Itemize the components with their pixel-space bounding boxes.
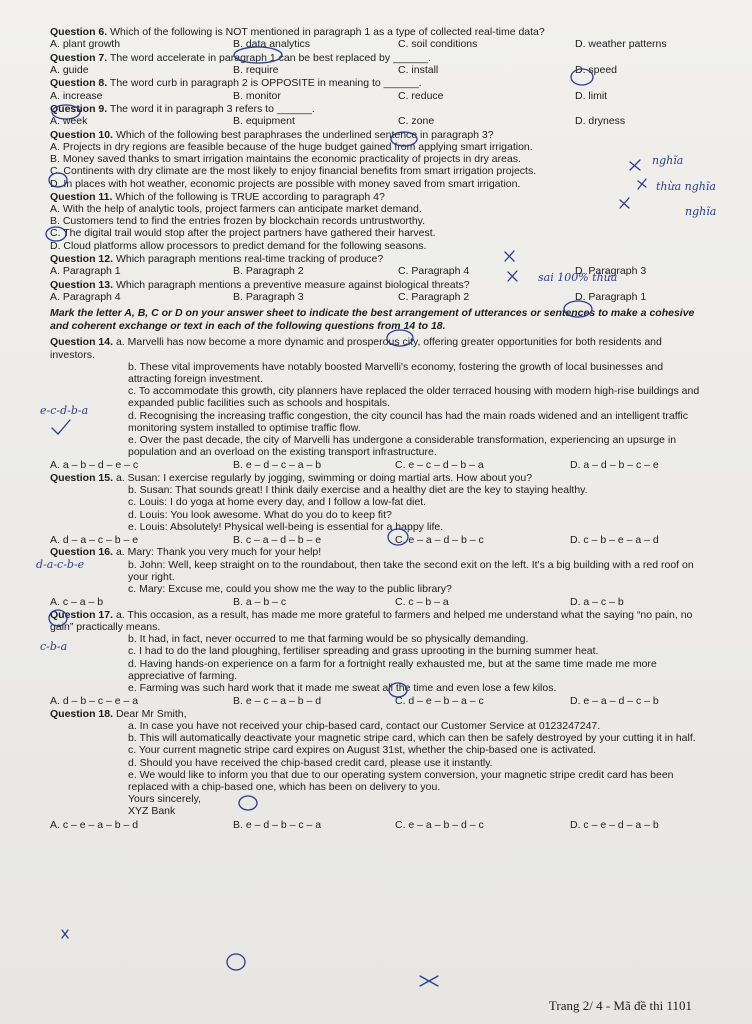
question-number: Question 18. [50, 707, 114, 720]
option-d: D. weather patterns [575, 38, 667, 51]
question-17 [50, 609, 700, 708]
margin-note: nghĩa [685, 205, 717, 218]
option-b: B. e – d – c – a – b [233, 459, 322, 472]
margin-note: d-a-c-b-e [36, 558, 85, 571]
question-12 [50, 253, 700, 278]
option-d: D. Paragraph 3 [575, 265, 647, 278]
question-number: Question 6. [50, 26, 108, 38]
option-b: B. c – a – d – b – e [233, 533, 322, 546]
question-number: Question 8. [50, 77, 108, 90]
item-a: a. Susan: I exercise regularly by jogging, swimming or doing martial arts. How about you? [115, 471, 533, 484]
option-a: A. a – b – d – e – c [50, 459, 139, 472]
option-c: C. e – c – d – b – a [395, 459, 484, 472]
option-d: D. dryness [575, 115, 626, 128]
question-14 [50, 336, 700, 472]
option-d: D. c – b – e – a – d [570, 533, 659, 546]
item-c: c. Your current magnetic stripe card expires on August 31st, whether the chip-based one is activated. [128, 744, 597, 757]
option-d: D. limit [575, 89, 608, 102]
item-c: c. Louis: I do yoga at home every day, and I follow a low-fat diet. [128, 496, 427, 509]
option-b: B. Paragraph 3 [233, 290, 304, 303]
item-d: d. Louis: You look awesome. What do you do to keep fit? [128, 508, 392, 521]
item-b: b. These vital improvements have notably boosted Marvelli's economy, fostering the growth of local businesses and attracting foreign investment. [128, 360, 664, 386]
question-number: Question 12. [50, 252, 114, 265]
item-e: e. We would like to inform you that due to our operating system conversion, your magnetic stripe credit card has been replaced with a chip-based one, which has been on delivery to you. [128, 768, 674, 793]
item-a: a. This occasion, as a result, has made me more grateful to farmers and helped me understand what the saying “no pain, no gain” practically means. [50, 608, 693, 633]
option-a: A. guide [50, 63, 89, 76]
option-a: A. increase [50, 89, 103, 102]
letter-salutation: Dear Mr Smith, [115, 707, 187, 720]
question-stem: Which of the following is NOT mentioned in paragraph 1 as a type of collected real-time data? [110, 26, 545, 38]
option-c: C. d – e – b – a – c [395, 695, 484, 708]
cross-mark-q18a [62, 930, 68, 938]
option-a: A. Paragraph 4 [50, 290, 121, 303]
item-b: b. Susan: That sounds great! I think daily exercise and a healthy diet are the key to staying healthy. [128, 484, 588, 497]
question-number: Question 15. [50, 471, 114, 484]
option-b: B. equipment [233, 115, 295, 128]
option-d: D. c – e – d – a – b [570, 818, 659, 831]
option-d: D. speed [575, 63, 618, 76]
option-a: A. plant growth [50, 38, 121, 51]
option-a: A. Projects in dry regions are feasible because of the huge budget gained from applying smart irrigation. [50, 141, 533, 154]
item-a: a. Mary: Thank you very much for your help! [115, 546, 322, 559]
option-a: A. d – a – c – b – e [50, 533, 139, 546]
margin-note: c-b-a [40, 640, 68, 653]
option-d: D. a – c – b [570, 596, 624, 609]
question-10 [50, 129, 700, 190]
item-e: e. Farming was such hard work that it made me sweat all the time and even lose a few kilos. [128, 682, 557, 695]
option-b: B. Paragraph 2 [233, 265, 304, 278]
question-stem: Which of the following best paraphrases the underlined sentence in paragraph 3? [115, 128, 494, 141]
question-number: Question 9. [50, 103, 108, 116]
option-c: C. soil conditions [398, 38, 478, 51]
option-a: A. With the help of analytic tools, project farmers can anticipate market demand. [50, 203, 422, 216]
option-a: A. week [50, 115, 88, 128]
item-e: e. Louis: Absolutely! Physical well-being is essential for a happy life. [128, 520, 444, 533]
margin-note: sai 100% thừa [538, 271, 618, 284]
question-number: Question 14. [50, 336, 114, 349]
item-c: c. Mary: Excuse me, could you show me the way to the public library? [128, 583, 452, 596]
option-c: C. Paragraph 4 [398, 265, 470, 278]
question-number: Question 7. [50, 51, 108, 64]
question-stem: Which paragraph mentions real-time tracking of produce? [115, 252, 384, 265]
option-b: B. Money saved thanks to smart irrigation maintains the economic practicality of projects in dry areas. [50, 153, 521, 166]
option-b: B. require [233, 63, 279, 76]
option-d: D. Paragraph 1 [575, 290, 647, 303]
question-number: Question 11. [50, 190, 113, 203]
margin-note: e-c-d-b-a [40, 404, 89, 417]
option-b: B. data analytics [233, 38, 311, 51]
option-d: D. In places with hot weather, economic projects are possible with money saved from smart irrigation. [50, 177, 521, 190]
option-b: B. a – b – c [233, 596, 287, 609]
margin-note: thừa nghĩa [656, 180, 716, 193]
item-a: a. In case you have not received your chip-based card, contact our Customer Service at 0123247247. [128, 719, 601, 732]
question-11 [50, 191, 700, 252]
option-c: C. Continents with dry climate are the most likely to enjoy financial benefits from smart irrigation projects. [50, 165, 537, 178]
page-footer: Trang 2/ 4 - Mã đề thi 1101 [548, 998, 692, 1013]
item-c: c. I had to do the land ploughing, fertiliser spreading and grass uprooting in the burning summer heat. [128, 645, 599, 658]
option-b: B. monitor [233, 89, 281, 102]
answer-circle-q18 [227, 954, 245, 970]
question-number: Question 17. [50, 608, 114, 621]
section-instruction: Mark the letter A, B, C or D on your answer sheet to indicate the best arrangement of utterances or sentences to make a cohesive and coherent exchange or text in each of the following questions from 14 to 18. [50, 307, 695, 332]
question-stem: The word accelerate in paragraph 1 can be best replaced by ______. [109, 51, 431, 64]
option-d: D. Cloud platforms allow processors to predict demand for the following seasons. [50, 239, 427, 252]
letter-closing: Yours sincerely, [128, 793, 201, 806]
item-e: e. Over the past decade, the city of Marvelli has undergone a considerable transformation, experiencing an upsurge in population and an overload on the existing transport infrastructure. [128, 434, 677, 459]
question-6 [50, 26, 700, 51]
option-c: C. The digital trail would stop after the project partners have gathered their harvest. [50, 227, 436, 240]
option-a: A. c – e – a – b – d [50, 818, 139, 831]
question-stem: The word curb in paragraph 2 is OPPOSITE in meaning to ______. [109, 77, 422, 90]
option-a: A. Paragraph 1 [50, 265, 121, 278]
letter-signature: XYZ Bank [128, 805, 176, 818]
question-number: Question 10. [50, 128, 114, 141]
question-8 [50, 77, 700, 102]
question-7 [50, 52, 700, 77]
question-number: Question 16. [50, 546, 114, 559]
option-d: D. a – d – b – c – e [570, 459, 659, 472]
question-stem: Which of the following is TRUE according to paragraph 4? [115, 190, 385, 203]
item-b: b. This will automatically deactivate your magnetic stripe card, which can then be safely destroyed by your cutting it in half. [128, 732, 696, 745]
question-stem: Which paragraph mentions a preventive measure against biological threats? [115, 278, 470, 291]
question-stem: The word it in paragraph 3 refers to ______. [109, 103, 315, 116]
cross-mark-q18c [420, 976, 438, 986]
option-a: A. c – a – b [50, 596, 104, 609]
question-15 [50, 472, 700, 547]
option-a: A. d – b – c – e – a [50, 695, 139, 708]
page-content [50, 26, 700, 831]
item-d: d. Should you have received the chip-based credit card, please use it instantly. [128, 756, 493, 769]
item-b: b. John: Well, keep straight on to the roundabout, then take the second exit on the left. It's a big building with a red roof on your right. [128, 558, 694, 583]
item-d: d. Recognising the increasing traffic congestion, the city council has had the main roads widened and an intelligent traffic monitoring system installed to optimise traffic flow. [128, 409, 688, 434]
item-b: b. It had, in fact, never occurred to me that farming would be so physically demanding. [128, 633, 529, 646]
option-b: B. e – d – b – c – a [233, 818, 322, 831]
margin-note: nghĩa [652, 154, 684, 167]
option-c: C. install [398, 63, 439, 76]
question-number: Question 13. [50, 278, 114, 291]
option-c: C. Paragraph 2 [398, 290, 470, 303]
question-18 [50, 708, 700, 831]
option-d: D. e – a – d – c – b [570, 695, 659, 708]
item-a: a. Marvelli has now become a more dynamic and prosperous city, offering greater opportunities for both residents and investors. [50, 336, 662, 361]
option-c: C. c – b – a [395, 596, 449, 609]
option-c: C. e – a – d – b – c [395, 533, 484, 546]
option-b: B. e – c – a – b – d [233, 695, 322, 708]
question-9 [50, 103, 700, 128]
item-d: d. Having hands-on experience on a farm for a fortnight really exhausted me, but at the same time made me more appreciative of farming. [128, 657, 657, 682]
option-c: C. e – a – b – d – c [395, 818, 484, 831]
option-b: B. Customers tend to find the entries frozen by blockchain records untrustworthy. [50, 215, 426, 228]
option-c: C. reduce [398, 89, 444, 102]
item-c: c. To accommodate this growth, city planners have replaced the older terraced housing with modern high-rise buildings and expanded public facilities such as schools and hospitals. [128, 385, 700, 410]
option-c: C. zone [398, 115, 435, 128]
question-13 [50, 279, 700, 304]
question-16 [50, 546, 700, 608]
